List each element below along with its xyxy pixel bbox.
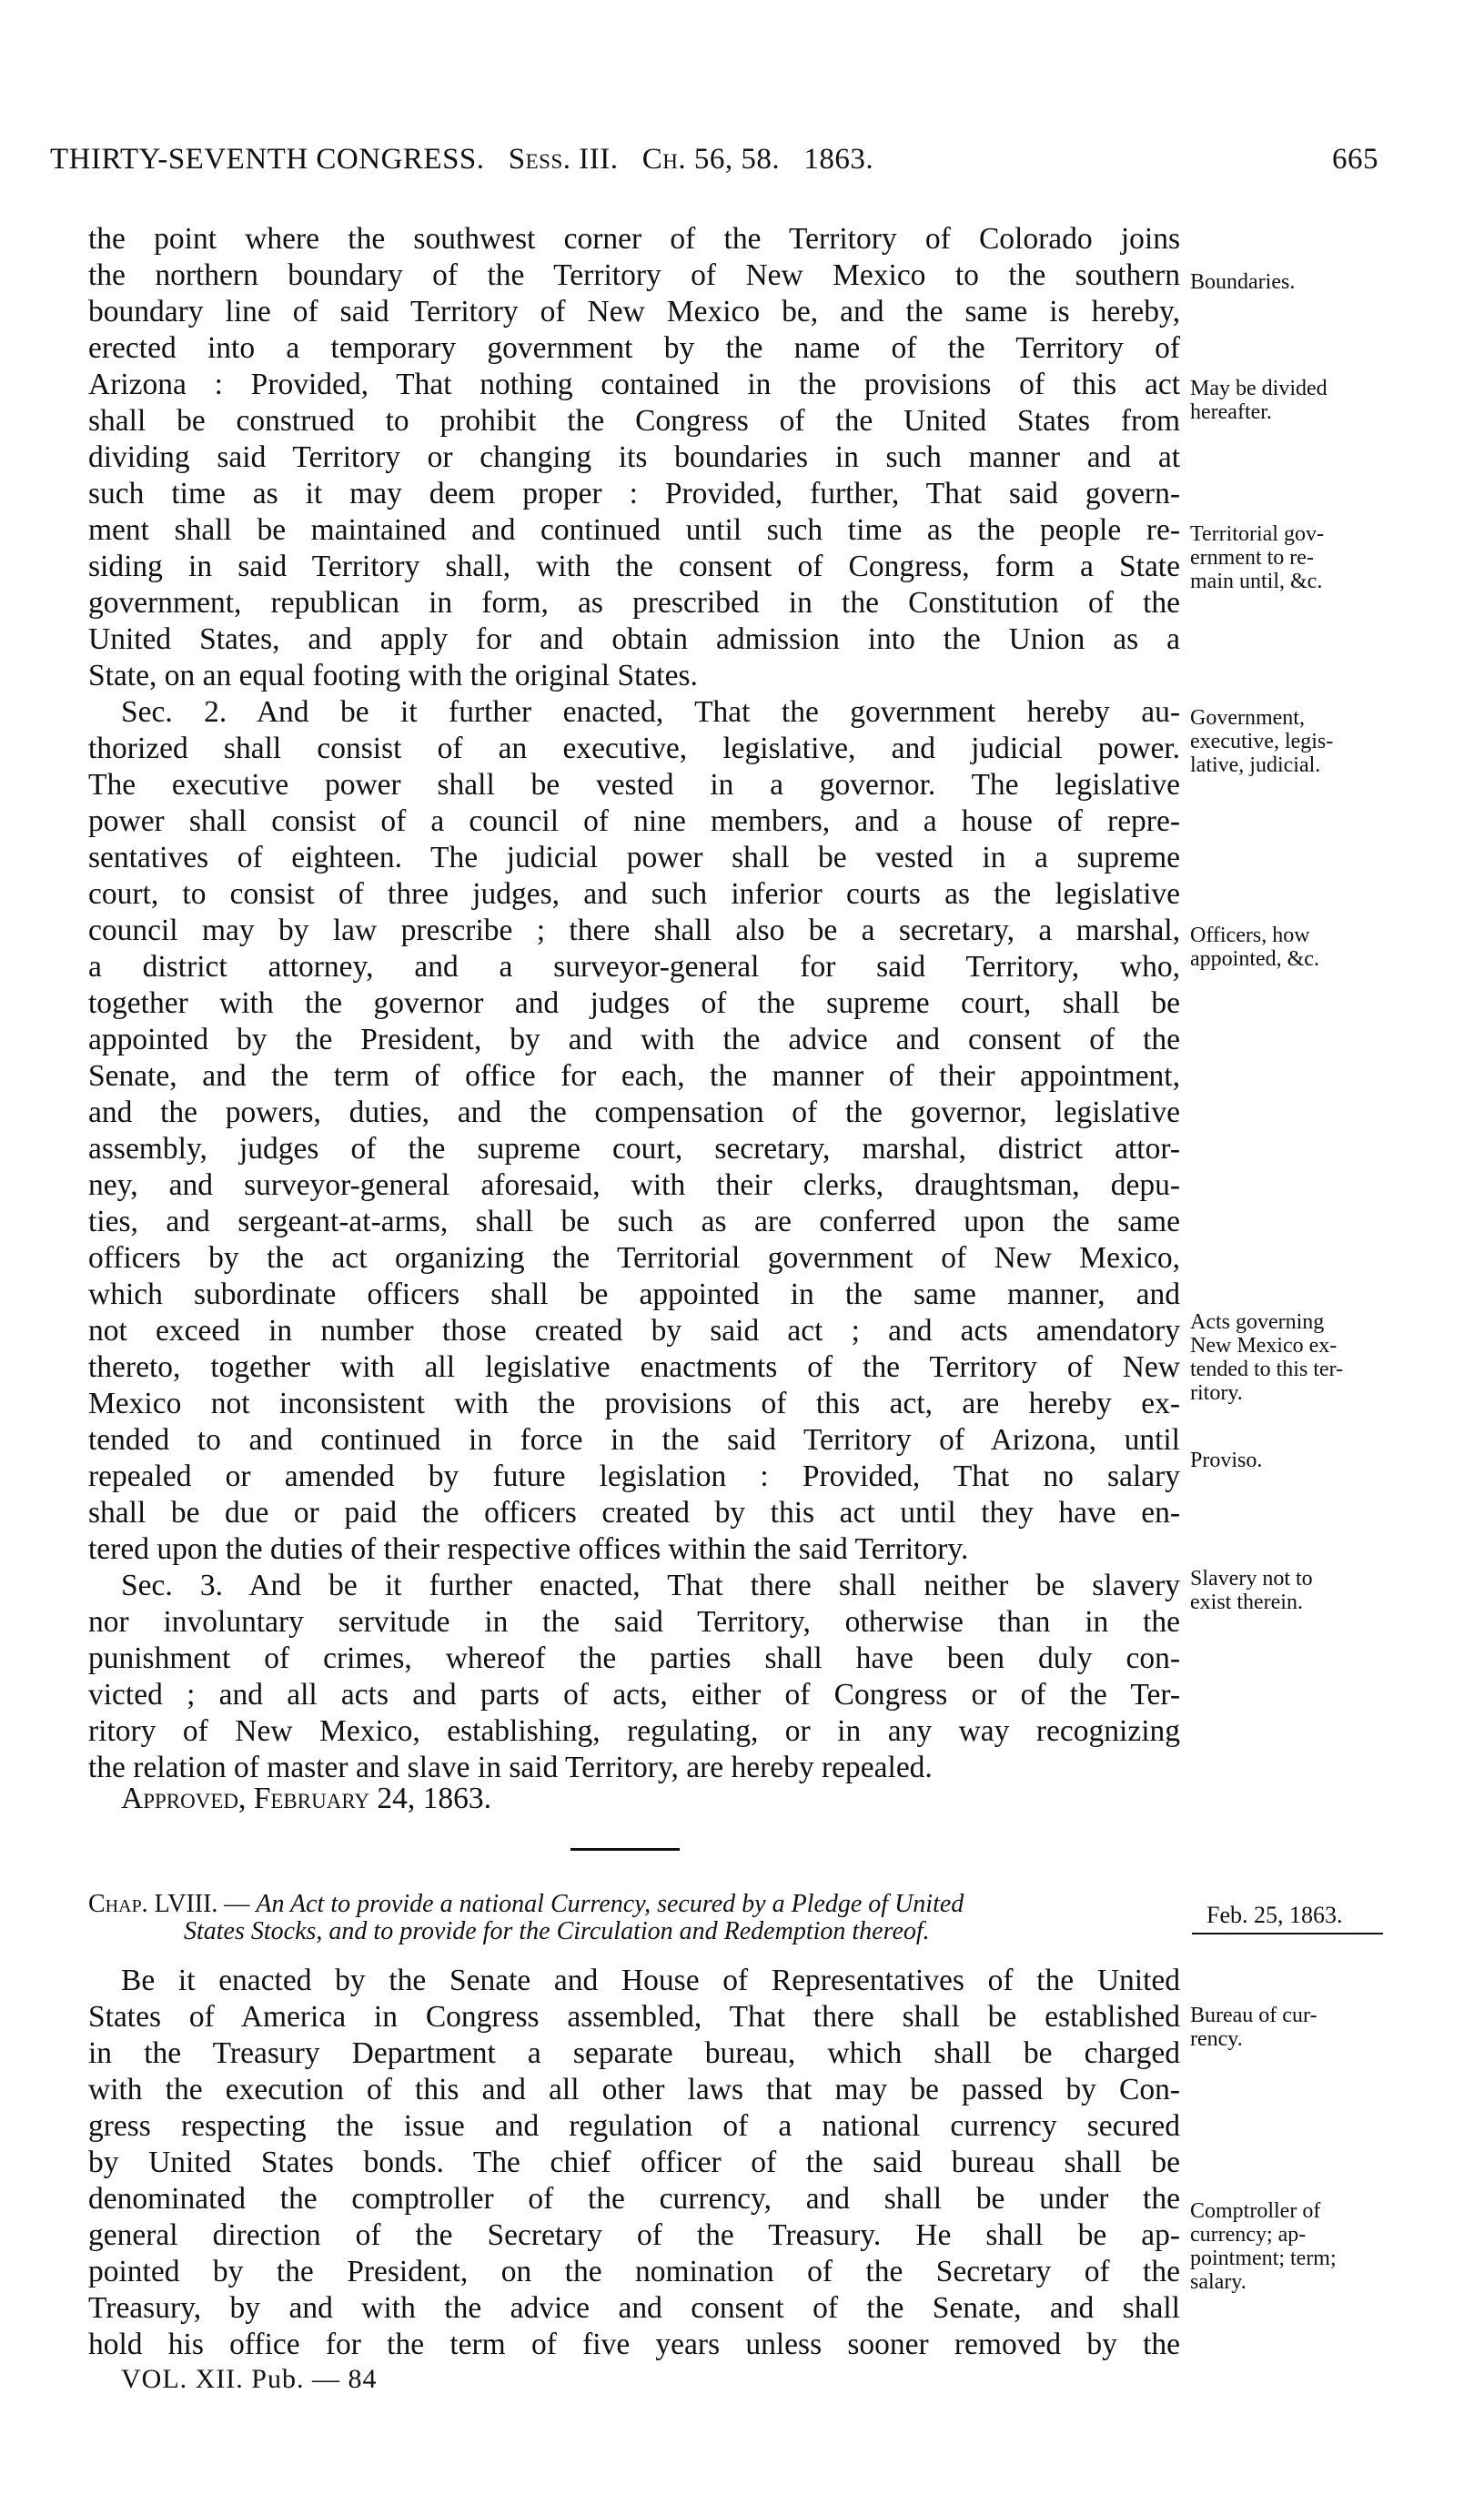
text-line: ritory of New Mexico, establishing, regulating, or in any way recognizing	[88, 1714, 1180, 1748]
text-line: States of America in Congress assembled, That there shall be established	[88, 2000, 1180, 2034]
text-line: appointed by the President, by and with the advice and consent of the	[88, 1023, 1180, 1056]
margin-note	[1190, 2199, 1337, 2294]
margin-note	[1190, 706, 1333, 777]
text-line: Treasury, by and with the advice and consent of the Senate, and shall	[88, 2291, 1180, 2325]
text-line: Arizona : Provided, That nothing contained in the provisions of this act	[88, 368, 1180, 401]
text-line: hold his office for the term of five years unless sooner removed by the	[88, 2328, 1180, 2361]
margin-note-line: Comptroller of	[1190, 2199, 1321, 2223]
text-line: The executive power shall be vested in a governor. The legislative	[88, 768, 1180, 802]
margin-note-line: appointed, &c.	[1190, 947, 1319, 971]
text-line: court, to consist of three judges, and such inferior courts as the legislative	[88, 877, 1180, 911]
header-session: Sess. III.	[508, 143, 619, 176]
text-line: general direction of the Secretary of the Treasury. He shall be ap-	[88, 2218, 1180, 2252]
margin-note-line: lative, judicial.	[1190, 753, 1321, 777]
margin-note-line: pointment; term;	[1190, 2247, 1337, 2270]
margin-note	[1190, 1449, 1262, 1472]
margin-note-line: Slavery not to	[1190, 1567, 1313, 1591]
text-line: ney, and surveyor-general aforesaid, with their clerks, draughtsman, depu-	[88, 1168, 1180, 1202]
text-line: thereto, together with all legislative enactments of the Territory of New	[88, 1350, 1180, 1384]
text-line: ties, and sergeant-at-arms, shall be such as are conferred upon the same	[88, 1205, 1180, 1238]
text-line: tended to and continued in force in the said Territory of Arizona, until	[88, 1423, 1180, 1457]
text-line: Sec. 3. And be it further enacted, That there shall neither be slavery	[121, 1569, 1180, 1602]
approved-line	[121, 1782, 491, 1816]
margin-note-line: executive, legis-	[1190, 730, 1334, 753]
header-year: 1863.	[803, 143, 874, 176]
text-line: Be it enacted by the Senate and House of Representatives of the United	[121, 1964, 1180, 1997]
text-line: shall be due or paid the officers created by this act until they have en-	[88, 1496, 1180, 1530]
text-line: by United States bonds. The chief officer of the said bureau shall be	[88, 2146, 1180, 2179]
margin-note-line: Proviso.	[1190, 1449, 1263, 1472]
margin-note	[1190, 270, 1295, 294]
text-line: in the Treasury Department a separate bureau, which shall be charged	[88, 2036, 1180, 2070]
margin-note-line: tended to this ter-	[1190, 1358, 1344, 1381]
text-line: assembly, judges of the supreme court, secretary, marshal, district attor-	[88, 1132, 1180, 1166]
margin-note-line: New Mexico ex-	[1190, 1334, 1338, 1358]
margin-note-line: ritory.	[1190, 1381, 1243, 1405]
text-line: shall be construed to prohibit the Congress of the United States from	[88, 404, 1180, 438]
chapter-title-line-2: States Stocks, and to provide for the Circulation and Redemption thereof.	[184, 1917, 930, 1945]
margin-note-line: currency; ap-	[1190, 2223, 1307, 2247]
text-line: erected into a temporary government by the name of the Territory of	[88, 331, 1180, 365]
text-line: and the powers, duties, and the compensation of the governor, legislative	[88, 1096, 1180, 1129]
text-line: with the execution of this and all other laws that may be passed by Con-	[88, 2073, 1180, 2106]
margin-note	[1190, 1567, 1313, 1614]
date-underline	[1192, 1933, 1383, 1934]
margin-note-line: hereafter.	[1190, 400, 1272, 424]
text-line: government, republican in form, as prescribed in the Constitution of the	[88, 586, 1180, 620]
text-line: the point where the southwest corner of the Territory of Colorado joins	[88, 222, 1180, 256]
margin-note-line: exist therein.	[1190, 1591, 1303, 1614]
running-header	[50, 143, 1378, 177]
margin-note-line: ernment to re-	[1190, 546, 1314, 570]
text-line: ment shall be maintained and continued until such time as the people re-	[88, 513, 1180, 547]
margin-note-line: salary.	[1190, 2270, 1247, 2294]
signature-mark: VOL. XII. Pub. — 84	[121, 2364, 378, 2394]
page-number: 665	[1332, 143, 1378, 176]
header-chapters: Ch. 56, 58.	[641, 143, 781, 176]
text-line: victed ; and all acts and parts of acts, either of Congress or of the Ter-	[88, 1678, 1180, 1712]
margin-note-line: main until, &c.	[1190, 570, 1323, 593]
chapter-label: Chap. LVIII.	[88, 1890, 218, 1918]
text-line: which subordinate officers shall be appointed in the same manner, and	[88, 1278, 1180, 1311]
text-line: United States, and apply for and obtain admission into the Union as a	[88, 622, 1180, 656]
text-line: siding in said Territory shall, with the consent of Congress, form a State	[88, 550, 1180, 583]
margin-note	[1190, 1310, 1343, 1405]
text-line: pointed by the President, on the nomination of the Secretary of the	[88, 2255, 1180, 2288]
margin-note-line: Government,	[1190, 706, 1305, 730]
text-line: such time as it may deem proper : Provided, further, That said govern-	[88, 477, 1180, 510]
text-line: thorized shall consist of an executive, legislative, and judicial power.	[88, 732, 1180, 765]
margin-note-line: May be divided	[1190, 377, 1328, 400]
text-line: Sec. 2. And be it further enacted, That the government hereby au-	[121, 695, 1180, 729]
chapter-58-heading: Chap. LVIII. — An Act to provide a national Currency, secured by a Pledge of United States Stocks, and to provide for the Circulation and Redemption thereof.	[88, 1891, 1180, 1945]
text-line: not exceed in number those created by said act ; and acts amendatory	[88, 1314, 1180, 1348]
margin-note	[1190, 522, 1324, 593]
margin-note-line: rency.	[1190, 2027, 1243, 2051]
header-congress: THIRTY-SEVENTH CONGRESS.	[50, 143, 485, 176]
margin-note-line: Boundaries.	[1190, 270, 1296, 294]
text-line: denominated the comptroller of the currency, and shall be under the	[88, 2182, 1180, 2216]
chapter-title-line-1: An Act to provide a national Currency, secured by a Pledge of United	[256, 1890, 964, 1918]
text-line: together with the governor and judges of the supreme court, shall be	[88, 986, 1180, 1020]
text-line: a district attorney, and a surveyor-general for said Territory, who,	[88, 950, 1180, 984]
text-line: power shall consist of a council of nine members, and a house of repre-	[88, 804, 1180, 838]
chapter-date: Feb. 25, 1863.	[1206, 1902, 1343, 1928]
approved-text: Approved, February 24, 1863.	[121, 1782, 492, 1815]
margin-note-line: Territorial gov-	[1190, 522, 1324, 546]
text-line: tered upon the duties of their respective offices within the said Territory.	[88, 1532, 969, 1566]
text-line: boundary line of said Territory of New Mexico be, and the same is hereby,	[88, 295, 1180, 328]
margin-note-line: Acts governing	[1190, 1310, 1325, 1334]
text-line: repealed or amended by future legislation : Provided, That no salary	[88, 1460, 1180, 1493]
text-line: nor involuntary servitude in the said Territory, otherwise than in the	[88, 1605, 1180, 1639]
text-line: council may by law prescribe ; there shall also be a secretary, a marshal,	[88, 914, 1180, 947]
margin-note-line: Officers, how	[1190, 924, 1310, 947]
text-line: gress respecting the issue and regulation of a national currency secured	[88, 2109, 1180, 2143]
text-line: Mexico not inconsistent with the provisions of this act, are hereby ex-	[88, 1387, 1180, 1420]
text-line: State, on an equal footing with the original States.	[88, 659, 698, 692]
text-line: dividing said Territory or changing its boundaries in such manner and at	[88, 440, 1180, 474]
text-line: the relation of master and slave in said Territory, are hereby repealed.	[88, 1751, 933, 1784]
margin-note	[1190, 2004, 1317, 2051]
text-line: the northern boundary of the Territory of New Mexico to the southern	[88, 258, 1180, 292]
margin-note-line: Bureau of cur-	[1190, 2004, 1317, 2027]
section-divider	[570, 1848, 680, 1851]
text-line: punishment of crimes, whereof the parties shall have been duly con-	[88, 1641, 1180, 1675]
text-line: Senate, and the term of office for each, the manner of their appointment,	[88, 1059, 1180, 1093]
text-line: sentatives of eighteen. The judicial power shall be vested in a supreme	[88, 841, 1180, 874]
margin-note	[1190, 377, 1328, 424]
margin-note	[1190, 924, 1319, 971]
text-line: officers by the act organizing the Territorial government of New Mexico,	[88, 1241, 1180, 1275]
